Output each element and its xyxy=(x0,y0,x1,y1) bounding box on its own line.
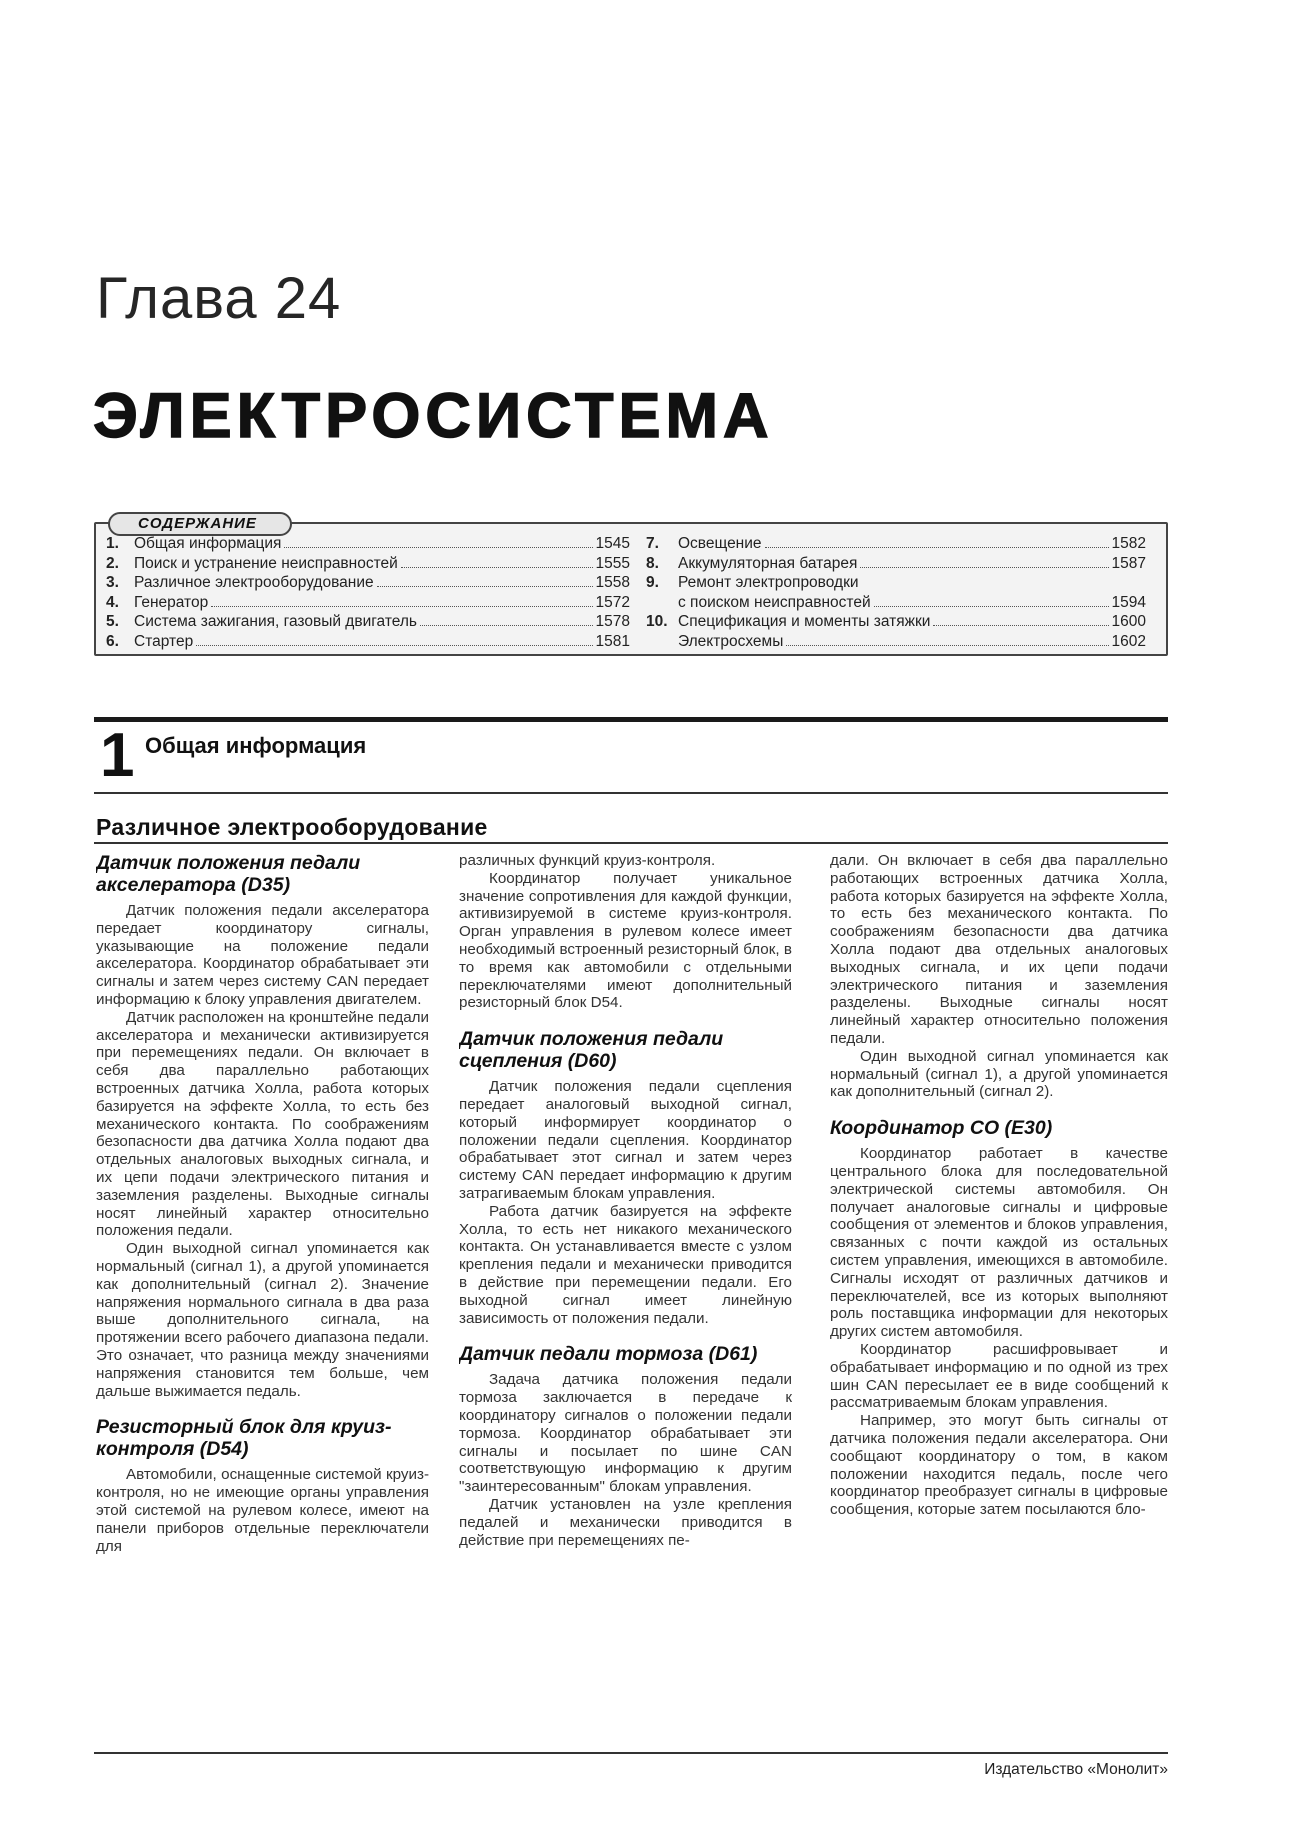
toc-item-page: 1572 xyxy=(595,593,630,611)
toc-item-page: 1578 xyxy=(595,613,630,630)
paragraph: Датчик расположен на кронштейне педали акселератора и механически активизируется при перемещениях педали. Он включает в себя два параллельно работающих встроенных датчика Холла, работа которых базируется на эффекте Холла, то есть без механического контакта. По соображениям безопасности два датчика Холла подают два отдельных аналоговых выходных сигнала, и их цепи подачи электрического питания и заземления разделены. Выходные сигналы носят линейный характер относительно положения педали. xyxy=(96,1008,429,1240)
section-top-rule xyxy=(94,717,1168,722)
toc-item-label: Общая информация xyxy=(134,535,282,552)
toc-item-page: 1555 xyxy=(595,554,630,572)
toc-item-label: Система зажигания, газовый двигатель xyxy=(134,613,417,630)
toc-item-number: 9. xyxy=(646,574,659,591)
toc-leader-dots xyxy=(401,567,593,568)
paragraph: Датчик положения педали акселератора передает координатору сигналы, указывающие на положение педали акселератора. Координатор обрабатывает эти сигналы и затем через систему CAN передает информацию к блоку управления двигателем. xyxy=(96,902,429,1008)
toc-column-left xyxy=(106,534,630,651)
toc-item-page: 1582 xyxy=(1111,535,1146,552)
toc-item[interactable] xyxy=(646,534,1146,554)
toc-leader-dots xyxy=(860,567,1108,568)
toc-item-page: 1581 xyxy=(595,632,630,650)
toc-heading: СОДЕРЖАНИЕ xyxy=(108,512,292,536)
paragraph: Датчик положения педали сцепления передает аналоговый выходной сигнал, который информирует координатор о положении педали сцепления. Координатор обрабатывает этот сигнал и затем через систему CAN передает информацию к другим затрагиваемым блокам управления. xyxy=(459,1078,792,1202)
paragraph: Координатор работает в качестве центрального блока для последовательной электрической системы автомобиля. Он получает аналоговые сигналы и цифровые сообщения от элементов и блоков управления, связанных с почти каждой из остальных систем управления, имеющихся в автомобиле. Сигналы исходят от различных датчиков и переключателей, все из которых выполняют роль поставщика информации для некоторых других систем автомобиля. xyxy=(830,1145,1168,1341)
toc-leader-dots xyxy=(284,547,592,548)
toc-item-number: 4. xyxy=(106,593,119,611)
paragraph: Координатор расшифровывает и обрабатывает информацию и по одной из трех шин CAN пересылает ее в виде сообщений к рассматриваемым блокам управления. xyxy=(830,1340,1168,1412)
toc-item-number: 8. xyxy=(646,554,659,572)
heading-brake-pedal-sensor: Датчик педали тормоза (D61) xyxy=(459,1343,758,1366)
subsection-title: Различное электрооборудование xyxy=(96,814,488,840)
heading-coordinator-co: Координатор CO (E30) xyxy=(830,1117,1053,1140)
paragraph: Датчик установлен на узле крепления педалей и механически приводится в действие при перемещениях пе- xyxy=(459,1495,792,1549)
paragraph: Работа датчик базируется на эффекте Холла, то есть нет никакого механического контакта. Он устанавливается вместе с узлом крепления педали и механически приводится в действие при перемещении педали. Его выходной сигнал имеет линейную зависимость от положения педали. xyxy=(459,1202,792,1327)
section-bottom-rule xyxy=(94,792,1168,794)
toc-item-number: 5. xyxy=(106,613,119,630)
toc-leader-dots xyxy=(786,645,1108,646)
toc-item-number: 7. xyxy=(646,535,659,552)
toc-item-label: Электросхемы xyxy=(678,632,784,650)
toc-column-right xyxy=(646,534,1146,651)
text-column-1 xyxy=(96,852,429,1742)
toc-item[interactable] xyxy=(646,573,1146,593)
toc-item-number: 6. xyxy=(106,632,119,650)
paragraph-continued: дали. Он включает в себя два параллельно работающих встроенных датчика Холла, работа которых базируется на эффекте Холла, то есть без механического контакта. По соображениям безопасности два датчика Холла подают два отдельных аналоговых выходных сигнала, и их цепи подачи электрического питания и заземления разделены. Выходные сигналы носят линейный характер относительно положения педали. xyxy=(830,852,1168,1047)
text-column-3 xyxy=(830,852,1168,1742)
toc-item-page: 1602 xyxy=(1111,632,1146,650)
toc-item-page: 1587 xyxy=(1111,554,1146,572)
paragraph: Один выходной сигнал упоминается как нормальный (сигнал 1), а другой упоминается как дополнительный (сигнал 2). xyxy=(830,1047,1168,1101)
toc-leader-dots xyxy=(377,586,593,587)
toc-item[interactable] xyxy=(646,593,1146,613)
paragraph: Задача датчика положения педали тормоза заключается в передаче к координатору сигналов о положении педали тормоза. Координатор обрабатывает эти сигналы и посылает по шине CAN соответствующую информацию к другим "заинтересованным" блокам управления. xyxy=(459,1371,792,1496)
toc-leader-dots xyxy=(765,547,1109,548)
toc-item[interactable] xyxy=(106,632,630,652)
toc-item-number: 3. xyxy=(106,574,119,591)
toc-item-label: Освещение xyxy=(678,535,762,552)
toc-item-label: Ремонт электропроводки xyxy=(678,574,859,591)
toc-item-label: Различное электрооборудование xyxy=(134,574,374,591)
toc-item-label: Аккумуляторная батарея xyxy=(678,554,858,572)
chapter-number: Глава 24 xyxy=(96,266,342,331)
table-of-contents xyxy=(94,515,1168,656)
toc-item-label: Спецификация и моменты затяжки xyxy=(678,613,931,630)
section-title: Общая информация xyxy=(145,733,367,758)
toc-item-label: Поиск и устранение неисправностей xyxy=(134,554,398,572)
toc-leader-dots xyxy=(874,606,1109,607)
toc-item-number: 1. xyxy=(106,535,119,552)
heading-clutch-pedal-sensor: Датчик положения педали сцепления (D60) xyxy=(459,1028,724,1073)
toc-item-page: 1594 xyxy=(1111,593,1146,611)
paragraph-continued: различных функций круиз-контроля. xyxy=(459,852,716,869)
toc-item-label: с поиском неисправностей xyxy=(678,593,871,611)
toc-leader-dots xyxy=(211,606,592,607)
toc-item[interactable] xyxy=(106,593,630,613)
toc-item[interactable] xyxy=(646,612,1146,632)
paragraph: Координатор получает уникальное значение сопротивления для каждой функции, активизируемой в системе круиз-контроля. Орган управления в рулевом колесе имеет необходимый встроенный резисторный блок, в то время как автомобили с отдельными переключателями имеют дополнительный резисторный блок D54. xyxy=(459,869,792,1012)
paragraph: Один выходной сигнал упоминается как нормальный (сигнал 1), а другой упоминается как дополнительный (сигнал 2). Значение напряжения нормального сигнала в два раза выше дополнительного сигнала, на протяжении всего рабочего диапазона педали. Это означает, что разница между значениями напряжения становится тем больше, чем дальше выжимается педаль. xyxy=(96,1240,429,1400)
toc-item[interactable] xyxy=(106,612,630,632)
section-number: 1 xyxy=(100,721,135,790)
toc-item-label: Стартер xyxy=(134,632,194,650)
footer-rule xyxy=(94,1752,1168,1754)
paragraph: Автомобили, оснащенные системой круиз-контроля, но не имеющие органы управления этой системой на рулевом колесе, имеют на панели приборов отдельные переключатели для xyxy=(96,1466,429,1555)
toc-leader-dots xyxy=(420,625,593,626)
toc-item-label: Генератор xyxy=(134,593,209,611)
toc-leader-dots xyxy=(196,645,592,646)
toc-item[interactable] xyxy=(646,632,1146,652)
toc-item[interactable] xyxy=(106,573,630,593)
publisher-footer: Издательство «Монолит» xyxy=(984,1761,1168,1778)
toc-item-page: 1558 xyxy=(595,574,630,591)
toc-item-page: 1600 xyxy=(1111,613,1146,630)
toc-item-number: 10. xyxy=(646,613,668,630)
text-column-2 xyxy=(459,852,792,1742)
chapter-title: ЭЛЕКТРОСИСТЕМА xyxy=(93,381,774,451)
subsection-rule xyxy=(94,842,1168,844)
heading-accelerator-pedal-sensor: Датчик положения педали акселератора (D35) xyxy=(96,852,361,896)
toc-item-page: 1545 xyxy=(595,535,630,552)
toc-item-number: 2. xyxy=(106,554,119,572)
toc-item[interactable] xyxy=(106,554,630,574)
heading-cruise-resistor-block: Резисторный блок для круиз-контроля (D54) xyxy=(96,1416,392,1461)
toc-leader-dots xyxy=(933,625,1108,626)
toc-item[interactable] xyxy=(106,534,630,554)
toc-item[interactable] xyxy=(646,554,1146,574)
paragraph: Например, это могут быть сигналы от датчика положения педали акселератора. Они сообщают координатору о том, в каком положении находится педаль, после чего координатор преобразует сигналы в цифровые сообщения, которые затем посылаются бло- xyxy=(830,1412,1168,1519)
